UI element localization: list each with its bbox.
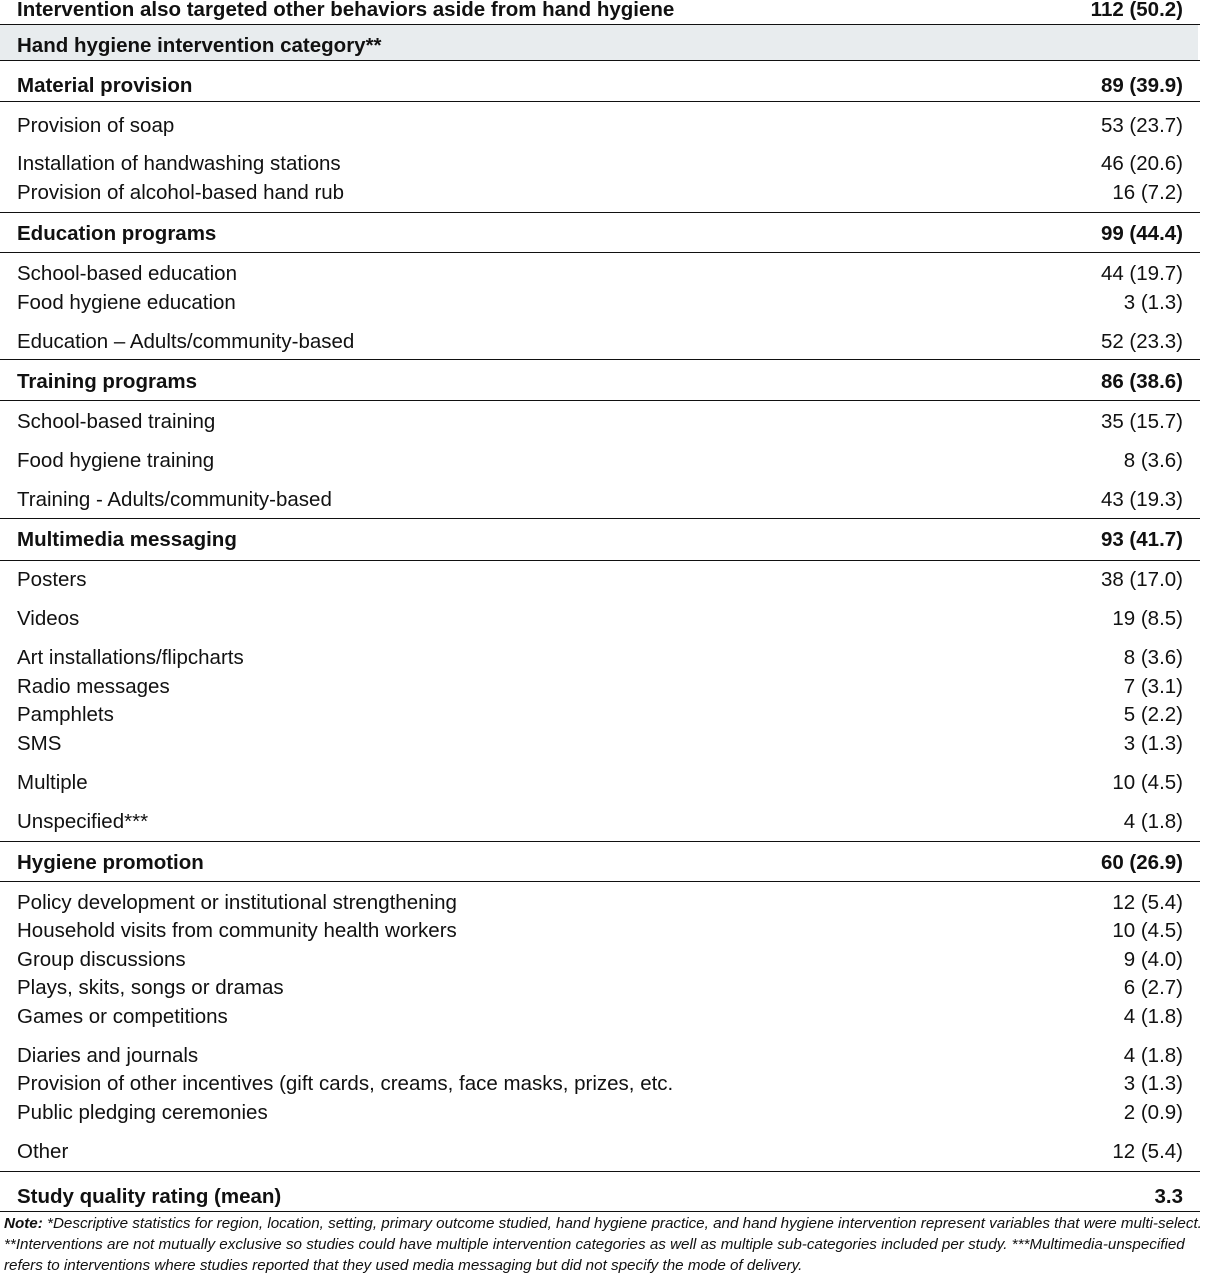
row-label: Training programs: [17, 370, 197, 393]
row-value: 3.3: [1154, 1185, 1183, 1208]
row-label: Provision of alcohol-based hand rub: [17, 181, 345, 204]
row-value: 19 (8.5): [1112, 607, 1183, 630]
row-label: Pamphlets: [17, 703, 114, 726]
table-row: [0, 24, 1198, 60]
row-value: 5 (2.2): [1123, 703, 1183, 726]
row-value: 35 (15.7): [1100, 410, 1183, 433]
row-value: 12 (5.4): [1112, 891, 1183, 914]
row-label: Radio messages: [17, 675, 170, 698]
row-value: 112 (50.2): [1090, 0, 1183, 21]
table-row: [0, 0, 1221, 24]
table-row: [0, 974, 1221, 1002]
row-value: 10 (4.5): [1112, 771, 1183, 794]
row-label: Public pledging ceremonies: [17, 1101, 268, 1124]
table-rule: [0, 518, 1200, 519]
row-label: Installation of handwashing stations: [17, 152, 341, 175]
row-label: Policy development or institutional strengthening: [17, 891, 457, 914]
table-row: [0, 594, 1221, 633]
table-row: [0, 945, 1221, 974]
row-label: School-based training: [17, 410, 216, 433]
table-row: [0, 514, 1221, 554]
row-label: Provision of other incentives (gift cards, creams, face masks, prizes, etc.: [17, 1072, 674, 1095]
row-value: 4 (1.8): [1123, 810, 1183, 833]
table-row: [0, 1002, 1221, 1031]
row-value: 86 (38.6): [1100, 370, 1183, 393]
table-row: [0, 207, 1221, 248]
row-value: 53 (23.7): [1100, 114, 1183, 137]
table-row: [0, 1166, 1221, 1211]
table-note: [4, 1213, 1220, 1276]
table-row: [0, 1031, 1221, 1070]
table-row: [0, 729, 1221, 758]
row-label: Hygiene promotion: [17, 851, 204, 874]
table-rule: [0, 400, 1200, 401]
row-label: Food hygiene education: [17, 291, 236, 314]
row-value: 52 (23.3): [1100, 330, 1183, 353]
table-row: [0, 917, 1221, 945]
row-label: Education – Adults/community-based: [17, 330, 355, 353]
row-value: 6 (2.7): [1123, 976, 1183, 999]
table-rule: [0, 101, 1200, 102]
table-row: [0, 1098, 1221, 1127]
row-value: 8 (3.6): [1123, 646, 1183, 669]
row-value: 4 (1.8): [1123, 1044, 1183, 1067]
row-value: 4 (1.8): [1123, 1005, 1183, 1028]
table-rule: [0, 1211, 1200, 1212]
row-label: Art installations/flipcharts: [17, 646, 244, 669]
table-row: [0, 288, 1221, 317]
row-label: Other: [17, 1140, 69, 1163]
table-row: [0, 633, 1221, 672]
row-value: 38 (17.0): [1100, 568, 1183, 591]
table-row: [0, 1127, 1221, 1166]
row-label: Unspecified***: [17, 810, 149, 833]
table-row: [0, 436, 1221, 475]
table-row: [0, 178, 1221, 207]
note-text: *Descriptive statistics for region, location, setting, primary outcome studied, hand hygiene practice, and hand hygiene intervention represent variables that were multi-select. **Interventions are not mutually exclusive so studies could have multiple intervention categories as well as multiple sub-categories included per study. ***Multimedia-unspecified refers to interventions where studies reported that they used media messaging but did not specify the mode of delivery.: [4, 1215, 1202, 1274]
row-label: Group discussions: [17, 948, 186, 971]
table-row: [0, 140, 1221, 178]
table-row: [0, 797, 1221, 836]
table-rule: [0, 1171, 1200, 1172]
row-value: 93 (41.7): [1100, 528, 1183, 551]
row-value: 2 (0.9): [1123, 1101, 1183, 1124]
table-rule: [0, 252, 1200, 253]
row-label: Intervention also targeted other behaviors aside from hand hygiene: [17, 0, 675, 21]
row-label: Multimedia messaging: [17, 528, 237, 551]
table-row: [0, 356, 1221, 396]
table-row: [0, 877, 1221, 917]
row-value: 3 (1.3): [1123, 1072, 1183, 1095]
table-rule: [0, 560, 1200, 561]
row-label: Study quality rating (mean): [17, 1185, 282, 1208]
row-label: Multiple: [17, 771, 88, 794]
table-row: [0, 100, 1221, 140]
row-value: 9 (4.0): [1123, 948, 1183, 971]
row-label: Diaries and journals: [17, 1044, 199, 1067]
row-value: 10 (4.5): [1112, 919, 1183, 942]
table-row: [0, 1070, 1221, 1098]
row-value: 43 (19.3): [1100, 488, 1183, 511]
row-value: 46 (20.6): [1100, 152, 1183, 175]
row-label: Material provision: [17, 74, 193, 97]
table-rule: [0, 359, 1200, 360]
table-rule: [0, 841, 1200, 842]
row-value: 7 (3.1): [1123, 675, 1183, 698]
row-value: 89 (39.9): [1100, 74, 1183, 97]
row-value: 44 (19.7): [1100, 262, 1183, 285]
row-value: 16 (7.2): [1112, 181, 1183, 204]
row-label: Posters: [17, 568, 87, 591]
table-row: [0, 672, 1221, 701]
row-label: Videos: [17, 607, 80, 630]
row-value: 8 (3.6): [1123, 449, 1183, 472]
row-value: 60 (26.9): [1100, 851, 1183, 874]
row-label: Plays, skits, songs or dramas: [17, 976, 284, 999]
table-row: [0, 701, 1221, 729]
table-row: [0, 836, 1221, 877]
row-label: SMS: [17, 732, 62, 755]
row-label: Training - Adults/community-based: [17, 488, 332, 511]
table-row: [0, 60, 1221, 100]
row-label: Education programs: [17, 222, 217, 245]
row-label: Household visits from community health workers: [17, 919, 457, 942]
row-label: Provision of soap: [17, 114, 175, 137]
table-row: [0, 248, 1221, 288]
note-label: Note:: [4, 1215, 43, 1232]
table-rule: [0, 24, 1200, 25]
table-rule: [0, 212, 1200, 213]
table-rule: [0, 881, 1200, 882]
table-row: [0, 475, 1221, 514]
row-label: Games or competitions: [17, 1005, 228, 1028]
row-value: 3 (1.3): [1123, 291, 1183, 314]
table-rule: [0, 60, 1200, 61]
table-row: [0, 758, 1221, 797]
row-value: 3 (1.3): [1123, 732, 1183, 755]
row-label: Food hygiene training: [17, 449, 215, 472]
table-row: [0, 317, 1221, 356]
row-value: 12 (5.4): [1112, 1140, 1183, 1163]
row-value: 99 (44.4): [1100, 222, 1183, 245]
row-label: Hand hygiene intervention category**: [17, 34, 382, 57]
table-row: [0, 396, 1221, 436]
row-label: School-based education: [17, 262, 237, 285]
